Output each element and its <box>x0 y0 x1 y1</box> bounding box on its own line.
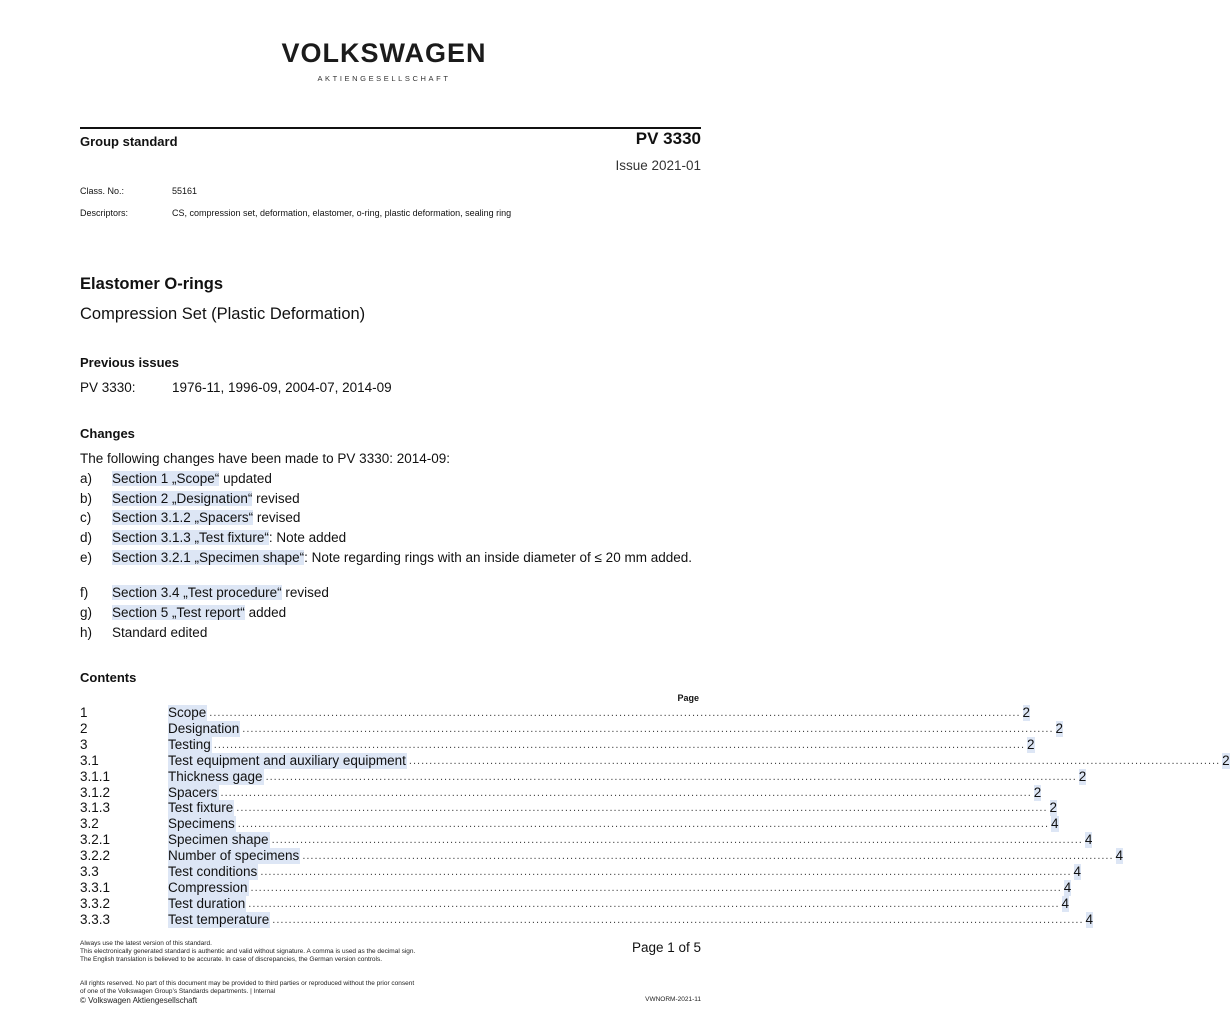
change-item-letter: h) <box>80 625 93 640</box>
company-subtitle: AKTIENGESELLSCHAFT <box>317 74 451 83</box>
footer-notes <box>80 940 560 964</box>
issue-date: Issue 2021-01 <box>615 158 701 173</box>
change-item-text <box>112 625 700 641</box>
toc-title[interactable]: Spacers <box>168 784 218 800</box>
toc-page-number[interactable]: 4 <box>1063 879 1072 895</box>
toc-title[interactable]: Number of specimens <box>168 848 300 864</box>
toc-title[interactable]: Compression <box>168 879 248 895</box>
document-title: Elastomer O-rings <box>80 275 224 293</box>
descriptors-label: Descriptors: <box>80 208 129 218</box>
toc-leader-dots: ........................................................................................................................................................................................................ <box>220 786 1032 799</box>
toc-page-number[interactable]: 4 <box>1084 832 1093 848</box>
contents-page-label: Page <box>677 693 699 703</box>
toc-section-number: 2 <box>80 720 88 736</box>
change-item-text <box>112 491 700 507</box>
section-link[interactable]: Section 3.1.3 „Test fixture“ <box>112 530 269 545</box>
section-link[interactable]: Section 3.2.1 „Specimen shape“ <box>112 550 305 565</box>
footer-line: Always use the latest version of this standard. <box>80 940 212 947</box>
toc-section-number: 3.1.1 <box>80 768 111 784</box>
previous-issues-label: PV 3330: <box>80 380 136 395</box>
class-no-label: Class. No.: <box>80 186 125 196</box>
toc-row[interactable] <box>80 895 1070 912</box>
change-item-text <box>112 530 700 546</box>
toc-title[interactable]: Scope <box>168 705 207 720</box>
toc-section-number: 3.3.2 <box>80 895 111 911</box>
toc-link[interactable] <box>168 911 1094 928</box>
toc-page-number[interactable]: 2 <box>1033 784 1042 800</box>
toc-section-number: 3.2 <box>80 816 99 832</box>
change-item-letter: a) <box>80 471 93 486</box>
toc-page-number[interactable]: 2 <box>1055 720 1064 736</box>
change-item-description: revised <box>281 585 329 600</box>
change-item-description: : Note regarding rings with an inside diameter of ≤ 20 mm added. <box>304 550 692 565</box>
toc-row[interactable] <box>80 752 1230 769</box>
toc-link[interactable] <box>168 864 1082 880</box>
toc-section-number: 1 <box>80 705 88 720</box>
toc-page-number[interactable]: 4 <box>1115 848 1124 864</box>
toc-page-number[interactable]: 2 <box>1022 705 1031 720</box>
toc-leader-dots: ........................................................................................................................................................................................................ <box>408 754 1221 767</box>
footer-line: All rights reserved. No part of this document may be provided to third parties or reproduced without the prior consent <box>80 980 415 987</box>
toc-leader-dots: ........................................................................................................................................................................................................ <box>242 722 1054 735</box>
toc-link[interactable] <box>168 800 1058 816</box>
group-standard-label: Group standard <box>80 134 178 149</box>
toc-page-number[interactable]: 4 <box>1051 816 1059 832</box>
toc-link[interactable] <box>168 720 1064 737</box>
class-no-value: 55161 <box>172 186 198 196</box>
previous-issues-heading: Previous issues <box>80 355 179 370</box>
toc-link[interactable] <box>168 816 1059 832</box>
toc-row[interactable] <box>80 879 1072 896</box>
toc-title[interactable]: Test conditions <box>168 864 258 879</box>
toc-page-number[interactable]: 2 <box>1049 800 1058 816</box>
toc-page-number[interactable]: 2 <box>1222 752 1230 768</box>
change-item-description: revised <box>252 491 300 506</box>
toc-link[interactable] <box>168 705 1031 721</box>
toc-page-number[interactable]: 4 <box>1061 895 1070 911</box>
descriptors-row <box>80 208 512 218</box>
contents-heading: Contents <box>80 670 137 685</box>
section-link[interactable]: Section 3.1.2 „Spacers“ <box>112 510 254 525</box>
toc-row[interactable] <box>80 864 1082 880</box>
toc-section-number: 3 <box>80 736 88 752</box>
section-link[interactable]: Section 2 „Designation“ <box>112 491 253 506</box>
toc-section-number: 3.1.3 <box>80 800 111 816</box>
section-link[interactable]: Section 3.4 „Test procedure“ <box>112 585 282 600</box>
toc-row[interactable] <box>80 800 1058 816</box>
toc-link[interactable] <box>168 879 1072 896</box>
toc-link[interactable] <box>168 768 1087 785</box>
toc-title[interactable]: Specimens <box>168 816 235 832</box>
toc-row[interactable] <box>80 848 1124 864</box>
volkswagen-logo: VOLKSWAGEN <box>281 38 487 68</box>
toc-section-number: 3.1.2 <box>80 784 111 800</box>
changes-heading: Changes <box>80 426 135 441</box>
change-item-description: Standard edited <box>112 625 208 640</box>
change-item-letter: g) <box>80 605 93 620</box>
footer-rights <box>80 980 560 1006</box>
document-subtitle: Compression Set (Plastic Deformation) <box>80 305 366 323</box>
toc-row[interactable] <box>80 720 1064 737</box>
footer-line: The English translation is believed to be accurate. In case of discrepancies, the German version controls. <box>80 956 383 963</box>
toc-leader-dots: ........................................................................................................................................................................................................ <box>271 834 1083 847</box>
change-item-text <box>112 550 700 566</box>
toc-leader-dots: ........................................................................................................................................................................................................ <box>236 802 1048 815</box>
change-item-letter: b) <box>80 491 93 506</box>
change-item-letter: c) <box>80 510 92 525</box>
section-link[interactable]: Section 5 „Test report“ <box>112 605 245 620</box>
footer-copyright: © Volkswagen Aktiengesellschaft <box>80 996 198 1005</box>
toc-title[interactable]: Test temperature <box>168 911 270 927</box>
toc-link[interactable] <box>168 784 1042 801</box>
descriptors-value: CS, compression set, deformation, elastomer, o-ring, plastic deformation, sealing ring <box>172 208 512 218</box>
toc-row[interactable] <box>80 816 1059 832</box>
form-code: VWNORM-2021-11 <box>645 996 701 1003</box>
toc-link[interactable] <box>168 848 1124 864</box>
changes-intro: The following changes have been made to PV 3330: 2014-09: <box>80 451 451 466</box>
change-item-description: revised <box>253 510 301 525</box>
toc-leader-dots: ........................................................................................................................................................................................................ <box>272 913 1084 926</box>
toc-section-number: 3.2.2 <box>80 848 111 864</box>
toc-leader-dots: ........................................................................................................................................................................................................ <box>260 866 1072 878</box>
toc-row[interactable] <box>80 832 1093 848</box>
toc-title[interactable]: Specimen shape <box>168 832 269 848</box>
change-item-text <box>112 605 700 621</box>
toc-title[interactable]: Test equipment and auxiliary equipment <box>168 752 406 768</box>
toc-page-number[interactable]: 4 <box>1073 864 1082 879</box>
header-rule <box>80 127 701 129</box>
change-item-description: : Note added <box>268 530 347 545</box>
footer-line: of one of the Volkswagen Group’s Standards departments. | Internal <box>80 988 276 995</box>
toc-leader-dots: ........................................................................................................................................................................................................ <box>248 897 1060 910</box>
change-item-text <box>112 471 700 487</box>
toc-title[interactable]: Designation <box>168 720 240 736</box>
toc-leader-dots: ........................................................................................................................................................................................................ <box>250 881 1062 894</box>
toc-link[interactable] <box>168 832 1093 848</box>
toc-section-number: 3.2.1 <box>80 832 111 848</box>
toc-row[interactable] <box>80 768 1087 785</box>
standard-number: PV 3330 <box>635 129 701 148</box>
toc-link[interactable] <box>168 736 1035 753</box>
toc-section-number: 3.3.3 <box>80 911 111 927</box>
change-item-letter: e) <box>80 550 93 565</box>
change-item-text <box>112 510 700 526</box>
toc-page-number[interactable]: 2 <box>1027 736 1035 752</box>
toc-row[interactable] <box>80 736 1035 753</box>
toc-leader-dots: ........................................................................................................................................................................................................ <box>213 738 1026 751</box>
section-link[interactable]: Section 1 „Scope“ <box>112 471 220 486</box>
toc-title[interactable]: Thickness gage <box>168 768 263 784</box>
page-indicator: Page 1 of 5 <box>631 940 701 955</box>
change-item-text <box>112 585 700 601</box>
toc-title[interactable]: Test fixture <box>168 800 234 816</box>
change-item-description: added <box>244 605 287 620</box>
toc-row[interactable] <box>80 784 1042 801</box>
toc-title[interactable]: Test duration <box>168 895 246 911</box>
change-item-letter: d) <box>80 530 93 545</box>
toc-row[interactable] <box>80 705 1031 721</box>
footer-line: This electronically generated standard is authentic and valid without signature. A comma is used as the decimal sign. <box>80 948 416 955</box>
toc-leader-dots: ........................................................................................................................................................................................................ <box>265 770 1077 783</box>
toc-link[interactable] <box>168 752 1230 769</box>
previous-issues-value: 1976-11, 1996-09, 2004-07, 2014-09 <box>172 380 392 395</box>
toc-title[interactable]: Testing <box>168 736 211 752</box>
toc-section-number: 3.3.1 <box>80 879 111 895</box>
toc-leader-dots: ........................................................................................................................................................................................................ <box>302 850 1114 863</box>
toc-page-number[interactable]: 2 <box>1078 768 1087 784</box>
change-item-letter: f) <box>80 585 89 600</box>
toc-link[interactable] <box>168 895 1070 912</box>
class-no-row <box>80 186 198 196</box>
toc-row[interactable] <box>80 911 1094 928</box>
toc-page-number[interactable]: 4 <box>1085 911 1094 927</box>
toc-leader-dots: ........................................................................................................................................................................................................ <box>237 818 1050 831</box>
toc-section-number: 3.1 <box>80 752 99 768</box>
toc-section-number: 3.3 <box>80 864 99 879</box>
change-item-description: updated <box>219 471 272 486</box>
toc-leader-dots: ........................................................................................................................................................................................................ <box>209 707 1021 719</box>
